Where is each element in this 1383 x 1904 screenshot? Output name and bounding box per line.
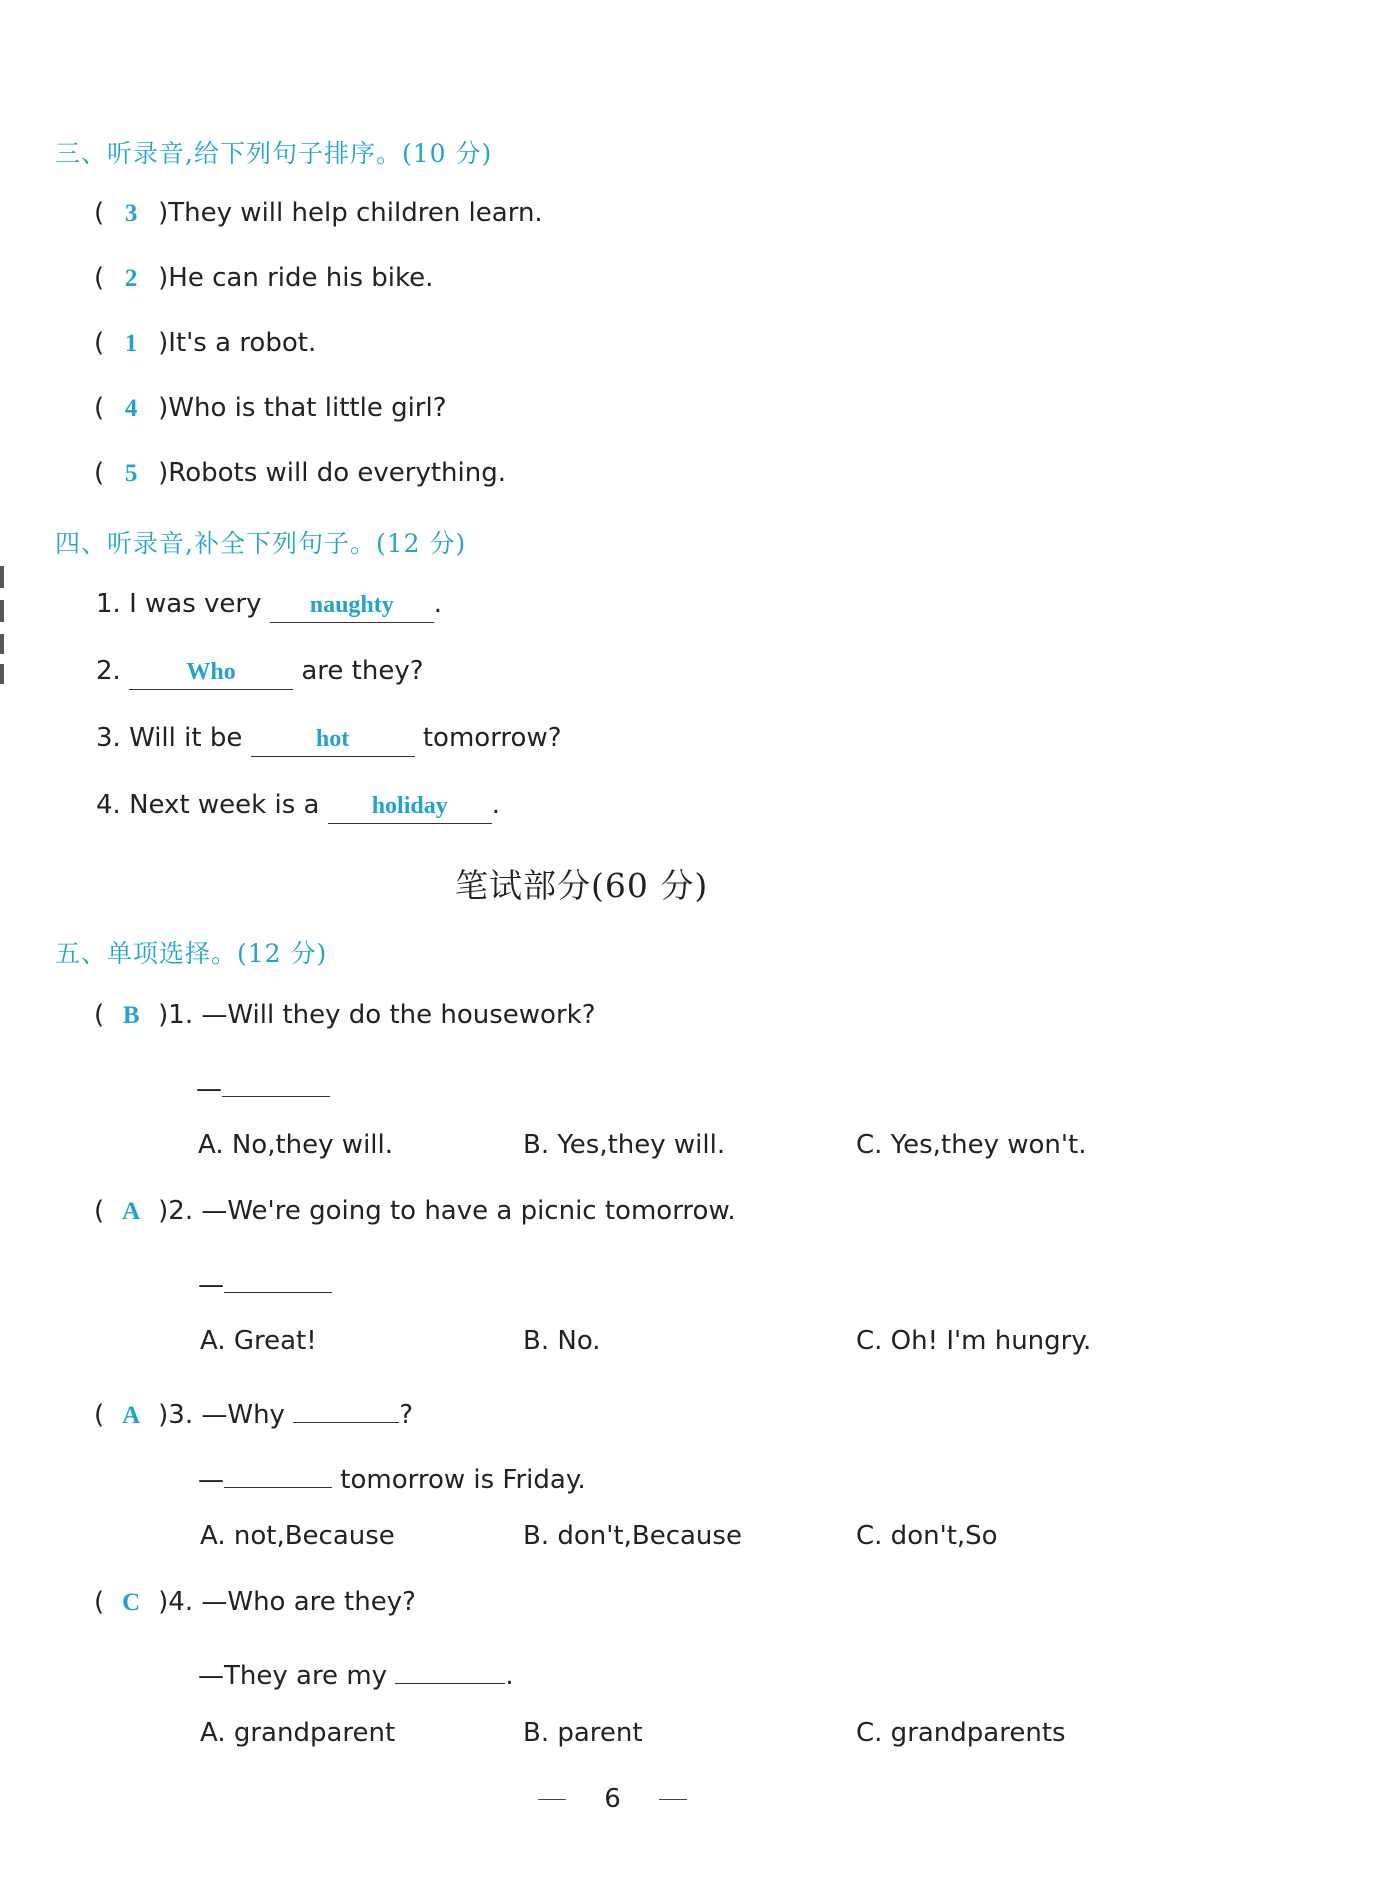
sentence-end: . <box>491 790 500 820</box>
section4-item-2 <box>96 656 424 690</box>
question-text: )4. —Who are they? <box>158 1587 416 1617</box>
reply-text: —They are my <box>198 1661 388 1691</box>
question-4-reply <box>198 1653 514 1691</box>
fill-blank <box>270 592 434 623</box>
item-text: )Who is that little girl? <box>158 393 447 423</box>
sentence-start: 4. Next week is a <box>96 790 320 820</box>
answer-mark: B <box>122 1002 140 1029</box>
section5-heading: 五、单项选择。(12 分) <box>55 939 328 968</box>
sentence-start: 3. Will it be <box>96 723 243 753</box>
fill-blank <box>251 726 415 757</box>
item-text: )He can ride his bike. <box>158 263 434 293</box>
reply-dash: — <box>196 1074 222 1104</box>
answer-blank <box>224 1262 332 1293</box>
answer-blank <box>395 1653 505 1684</box>
binding-mark <box>0 566 4 588</box>
answer-word: holiday <box>371 793 448 819</box>
footer-dash-right <box>659 1799 687 1800</box>
section4-item-3 <box>96 723 562 757</box>
question-1-option-b: B. Yes,they will. <box>523 1130 726 1160</box>
question-text: )1. —Will they do the housework? <box>158 1000 596 1030</box>
section3-item-1: ( 3 )They will help children learn. <box>94 198 543 228</box>
question-text: )3. —Why <box>158 1400 285 1430</box>
section3-heading: 三、听录音,给下列句子排序。(10 分) <box>55 139 493 168</box>
binding-mark <box>0 664 4 684</box>
answer-blank <box>222 1066 330 1097</box>
sentence-start: 2. <box>96 656 121 686</box>
question-3-stem: ( A )3. —Why ? <box>94 1392 413 1430</box>
question-2-stem: ( A )2. —We're going to have a picnic tomorrow. <box>94 1196 736 1226</box>
question-1-stem: ( B )1. —Will they do the housework? <box>94 1000 596 1030</box>
question-3-option-a: A. not,Because <box>200 1521 395 1551</box>
sentence-end: are they? <box>301 656 424 686</box>
answer-mark: 3 <box>124 200 138 227</box>
item-text: )It's a robot. <box>158 328 317 358</box>
question-3-option-c: C. don't,So <box>856 1521 998 1551</box>
question-2-option-a: A. Great! <box>200 1326 317 1356</box>
item-text: )They will help children learn. <box>158 198 543 228</box>
question-4-option-b: B. parent <box>523 1718 643 1748</box>
section4-heading: 四、听录音,补全下列句子。(12 分) <box>55 529 467 558</box>
question-1-reply <box>196 1066 330 1104</box>
answer-mark: C <box>122 1589 141 1616</box>
written-part-title: 笔试部分(60 分) <box>455 866 709 905</box>
question-mark: ? <box>399 1400 414 1430</box>
answer-word: naughty <box>309 592 394 618</box>
question-2-option-c: C. Oh! I'm hungry. <box>856 1326 1092 1356</box>
reply-text: tomorrow is Friday. <box>340 1465 586 1495</box>
binding-mark <box>0 600 4 622</box>
section3-item-2: ( 2 )He can ride his bike. <box>94 263 434 293</box>
binding-mark <box>0 634 4 654</box>
question-3-option-b: B. don't,Because <box>523 1521 742 1551</box>
question-1-option-c: C. Yes,they won't. <box>856 1130 1087 1160</box>
answer-word: hot <box>315 726 350 752</box>
section3-item-5: ( 5 )Robots will do everything. <box>94 458 506 488</box>
sentence-end: tomorrow? <box>422 723 562 753</box>
reply-dash: — <box>198 1270 224 1300</box>
fill-blank <box>129 659 293 690</box>
footer-dash-left <box>538 1799 566 1800</box>
sentence-start: 1. I was very <box>96 589 262 619</box>
answer-mark: 1 <box>124 330 138 357</box>
question-4-option-c: C. grandparents <box>856 1718 1066 1748</box>
answer-mark: A <box>122 1402 141 1429</box>
answer-mark: 2 <box>124 265 138 292</box>
question-4-stem: ( C )4. —Who are they? <box>94 1587 416 1617</box>
question-text: )2. —We're going to have a picnic tomorrow. <box>158 1196 736 1226</box>
answer-mark: A <box>122 1198 141 1225</box>
page-footer <box>538 1784 687 1814</box>
page-number: 6 <box>604 1784 621 1814</box>
question-1-option-a: A. No,they will. <box>198 1130 393 1160</box>
section3-item-3: ( 1 )It's a robot. <box>94 328 317 358</box>
question-4-option-a: A. grandparent <box>200 1718 396 1748</box>
answer-blank <box>224 1457 332 1488</box>
section3-item-4: ( 4 )Who is that little girl? <box>94 393 447 423</box>
fill-blank <box>328 793 492 824</box>
reply-period: . <box>505 1661 514 1691</box>
section4-item-4 <box>96 790 500 824</box>
answer-mark: 4 <box>124 395 138 422</box>
question-3-reply <box>198 1457 586 1495</box>
sentence-end: . <box>433 589 443 619</box>
question-2-reply <box>198 1262 332 1300</box>
answer-word: Who <box>186 659 236 685</box>
reply-dash: — <box>198 1465 224 1495</box>
question-2-option-b: B. No. <box>523 1326 601 1356</box>
section4-item-1 <box>96 589 442 623</box>
answer-mark: 5 <box>124 460 138 487</box>
item-text: )Robots will do everything. <box>158 458 506 488</box>
answer-blank <box>293 1392 399 1423</box>
